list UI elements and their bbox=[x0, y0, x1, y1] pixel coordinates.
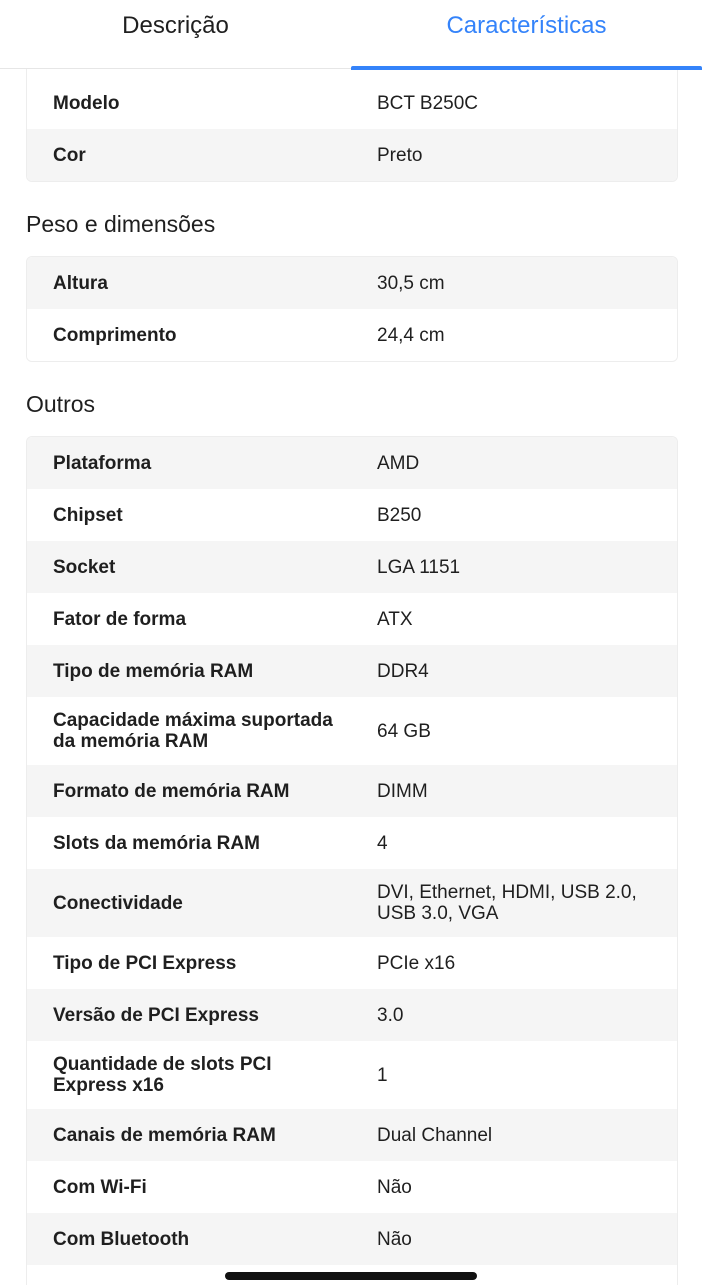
spec-key: Altura bbox=[53, 272, 108, 294]
section-title-outros: Outros bbox=[26, 391, 96, 417]
table-row bbox=[27, 869, 677, 937]
table-row bbox=[27, 541, 677, 593]
spec-key: Chipset bbox=[53, 504, 123, 526]
table-row bbox=[27, 309, 677, 361]
table-row bbox=[27, 1041, 677, 1109]
spec-value: 4 bbox=[377, 832, 388, 854]
spec-key: Tipo de PCI Express bbox=[53, 952, 237, 974]
spec-key: Canais de memória RAM bbox=[53, 1124, 276, 1146]
spec-key: Slots da memória RAM bbox=[53, 832, 260, 854]
spec-key: Fator de forma bbox=[53, 608, 187, 630]
spec-value: Não bbox=[377, 1176, 412, 1198]
table-row bbox=[27, 645, 677, 697]
table-row bbox=[27, 989, 677, 1041]
home-indicator bbox=[225, 1272, 477, 1280]
table-row bbox=[27, 257, 677, 309]
spec-value: LGA 1151 bbox=[377, 556, 461, 578]
spec-value: Preto bbox=[377, 144, 423, 166]
spec-value: B250 bbox=[377, 504, 422, 526]
table-row bbox=[27, 765, 677, 817]
spec-value: 3.0 bbox=[377, 1004, 404, 1026]
spec-value: 30,5 cm bbox=[377, 272, 445, 294]
spec-value: BCT B250C bbox=[377, 92, 479, 114]
spec-key: Capacidade máxima suportada da memória RAM bbox=[53, 710, 333, 752]
spec-key: Conectividade bbox=[53, 892, 183, 914]
table-row bbox=[27, 697, 677, 765]
spec-key: Socket bbox=[53, 556, 116, 578]
specs-table-outros bbox=[26, 436, 678, 1285]
table-row bbox=[27, 937, 677, 989]
specs-table-peso bbox=[26, 256, 678, 362]
spec-value: 1 bbox=[377, 1064, 388, 1086]
spec-key: Modelo bbox=[53, 92, 120, 114]
spec-value: DIMM bbox=[377, 780, 428, 802]
spec-key: Com Bluetooth bbox=[53, 1228, 190, 1250]
table-row bbox=[27, 1213, 677, 1265]
active-tab-indicator bbox=[351, 66, 702, 70]
table-row bbox=[27, 489, 677, 541]
spec-key: Cor bbox=[53, 144, 86, 166]
tab-descricao[interactable] bbox=[0, 0, 351, 68]
spec-value: AMD bbox=[377, 452, 420, 474]
spec-value: ATX bbox=[377, 608, 413, 630]
table-row bbox=[27, 1161, 677, 1213]
spec-key: Comprimento bbox=[53, 324, 177, 346]
table-row bbox=[27, 593, 677, 645]
spec-key: Tipo de memória RAM bbox=[53, 660, 254, 682]
spec-value: Dual Channel bbox=[377, 1124, 493, 1146]
tab-descricao-label: Descrição bbox=[122, 12, 229, 39]
table-row bbox=[27, 437, 677, 489]
spec-value: 24,4 cm bbox=[377, 324, 445, 346]
tab-caracteristicas-label: Características bbox=[446, 12, 607, 39]
table-row bbox=[27, 1109, 677, 1161]
spec-key: Formato de memória RAM bbox=[53, 780, 290, 802]
tab-bar bbox=[0, 0, 702, 69]
spec-key: Com Wi-Fi bbox=[53, 1176, 147, 1198]
spec-key: Quantidade de slots PCI Express x16 bbox=[53, 1054, 272, 1096]
spec-value: DDR4 bbox=[377, 660, 429, 682]
table-row bbox=[27, 77, 677, 129]
table-row bbox=[27, 817, 677, 869]
section-title-peso: Peso e dimensões bbox=[26, 211, 216, 237]
table-row bbox=[27, 129, 677, 181]
spec-key: Plataforma bbox=[53, 452, 152, 474]
spec-value: 64 GB bbox=[377, 720, 431, 742]
spec-value: Não bbox=[377, 1228, 412, 1250]
tab-caracteristicas[interactable] bbox=[351, 0, 702, 68]
spec-key: Versão de PCI Express bbox=[53, 1004, 259, 1026]
spec-value: PCIe x16 bbox=[377, 952, 456, 974]
spec-value: DVI, Ethernet, HDMI, USB 2.0, USB 3.0, VGA bbox=[377, 882, 637, 924]
